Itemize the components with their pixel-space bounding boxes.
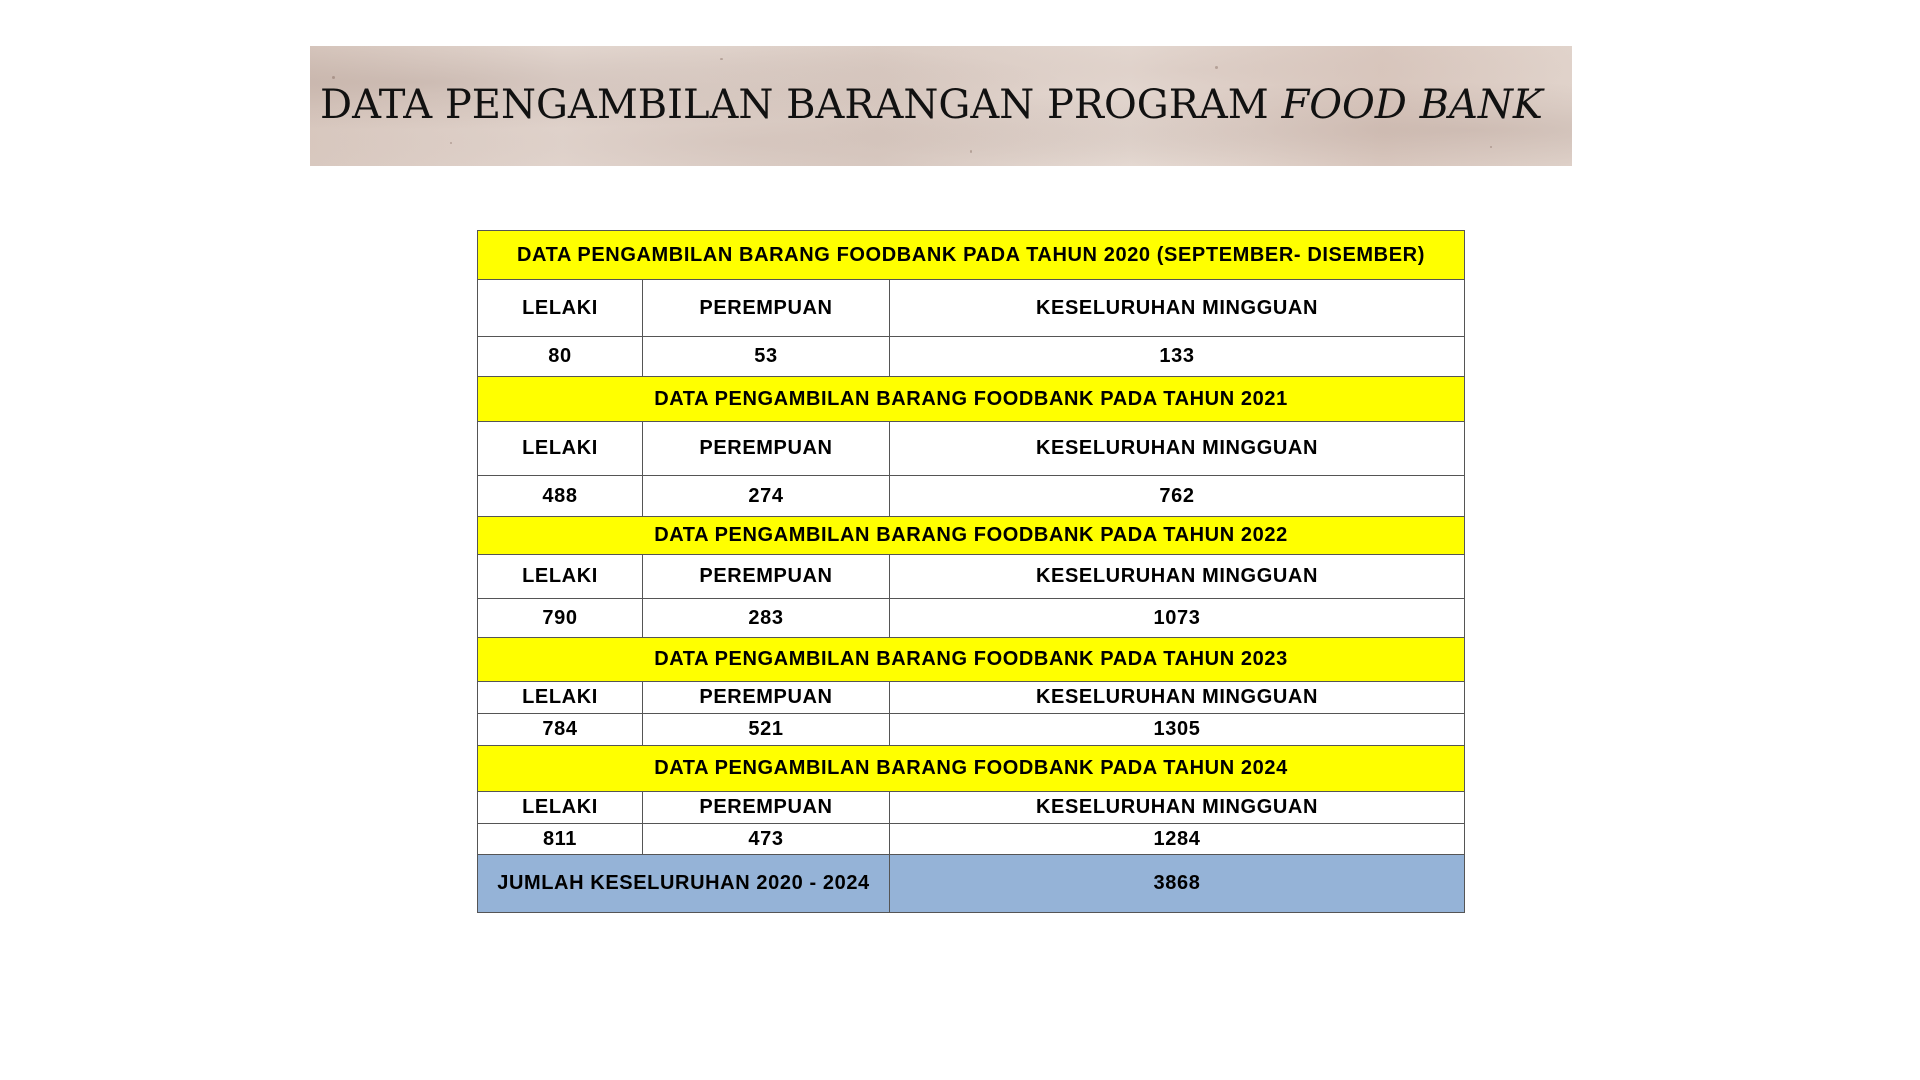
section-heading-row	[478, 746, 1465, 792]
value-lelaki-2020: 80	[478, 337, 643, 377]
total-label: JUMLAH KESELURUHAN 2020 - 2024	[478, 855, 890, 913]
page-title-italic: FOOD BANK	[1281, 82, 1543, 128]
banner-texture-speck	[450, 142, 452, 144]
value-row	[478, 714, 1465, 746]
col-header-keseluruhan: KESELURUHAN MINGGUAN	[890, 555, 1465, 599]
col-header-keseluruhan: KESELURUHAN MINGGUAN	[890, 792, 1465, 824]
value-lelaki-2024: 811	[478, 824, 643, 855]
col-header-perempuan: PEREMPUAN	[643, 682, 890, 714]
value-keseluruhan-2022: 1073	[890, 599, 1465, 638]
col-header-keseluruhan: KESELURUHAN MINGGUAN	[890, 280, 1465, 337]
col-header-lelaki: LELAKI	[478, 422, 643, 476]
section-heading-row	[478, 638, 1465, 682]
value-perempuan-2021: 274	[643, 476, 890, 517]
column-header-row	[478, 682, 1465, 714]
col-header-keseluruhan: KESELURUHAN MINGGUAN	[890, 422, 1465, 476]
section-heading-row	[478, 517, 1465, 555]
value-lelaki-2022: 790	[478, 599, 643, 638]
col-header-perempuan: PEREMPUAN	[643, 792, 890, 824]
value-perempuan-2023: 521	[643, 714, 890, 746]
value-keseluruhan-2024: 1284	[890, 824, 1465, 855]
section-heading-2023: DATA PENGAMBILAN BARANG FOODBANK PADA TAHUN 2023	[478, 638, 1465, 682]
page-title-main: DATA PENGAMBILAN BARANGAN PROGRAM	[320, 82, 1282, 128]
section-heading-2020: DATA PENGAMBILAN BARANG FOODBANK PADA TAHUN 2020 (SEPTEMBER- DISEMBER)	[478, 231, 1465, 280]
value-row	[478, 476, 1465, 517]
value-row	[478, 599, 1465, 638]
value-perempuan-2020: 53	[643, 337, 890, 377]
col-header-perempuan: PEREMPUAN	[643, 422, 890, 476]
section-heading-2021: DATA PENGAMBILAN BARANG FOODBANK PADA TAHUN 2021	[478, 377, 1465, 422]
value-perempuan-2024: 473	[643, 824, 890, 855]
total-row	[478, 855, 1465, 913]
value-keseluruhan-2021: 762	[890, 476, 1465, 517]
banner-texture-speck	[1490, 146, 1492, 148]
section-heading-row	[478, 377, 1465, 422]
section-heading-2024: DATA PENGAMBILAN BARANG FOODBANK PADA TAHUN 2024	[478, 746, 1465, 792]
col-header-lelaki: LELAKI	[478, 682, 643, 714]
title-banner	[310, 46, 1572, 166]
value-row	[478, 824, 1465, 855]
column-header-row	[478, 792, 1465, 824]
value-row	[478, 337, 1465, 377]
section-heading-row	[478, 231, 1465, 280]
column-header-row	[478, 280, 1465, 337]
value-keseluruhan-2020: 133	[890, 337, 1465, 377]
col-header-perempuan: PEREMPUAN	[643, 280, 890, 337]
foodbank-data-table	[477, 230, 1465, 913]
col-header-lelaki: LELAKI	[478, 792, 643, 824]
value-perempuan-2022: 283	[643, 599, 890, 638]
col-header-perempuan: PEREMPUAN	[643, 555, 890, 599]
banner-texture-speck	[1215, 66, 1218, 69]
page-title	[320, 82, 1562, 128]
col-header-lelaki: LELAKI	[478, 555, 643, 599]
col-header-lelaki: LELAKI	[478, 280, 643, 337]
section-heading-2022: DATA PENGAMBILAN BARANG FOODBANK PADA TAHUN 2022	[478, 517, 1465, 555]
column-header-row	[478, 422, 1465, 476]
banner-texture-speck	[720, 58, 723, 60]
column-header-row	[478, 555, 1465, 599]
col-header-keseluruhan: KESELURUHAN MINGGUAN	[890, 682, 1465, 714]
value-lelaki-2021: 488	[478, 476, 643, 517]
value-keseluruhan-2023: 1305	[890, 714, 1465, 746]
banner-texture-speck	[970, 150, 972, 153]
banner-texture-speck	[332, 76, 335, 79]
total-value: 3868	[890, 855, 1465, 913]
value-lelaki-2023: 784	[478, 714, 643, 746]
